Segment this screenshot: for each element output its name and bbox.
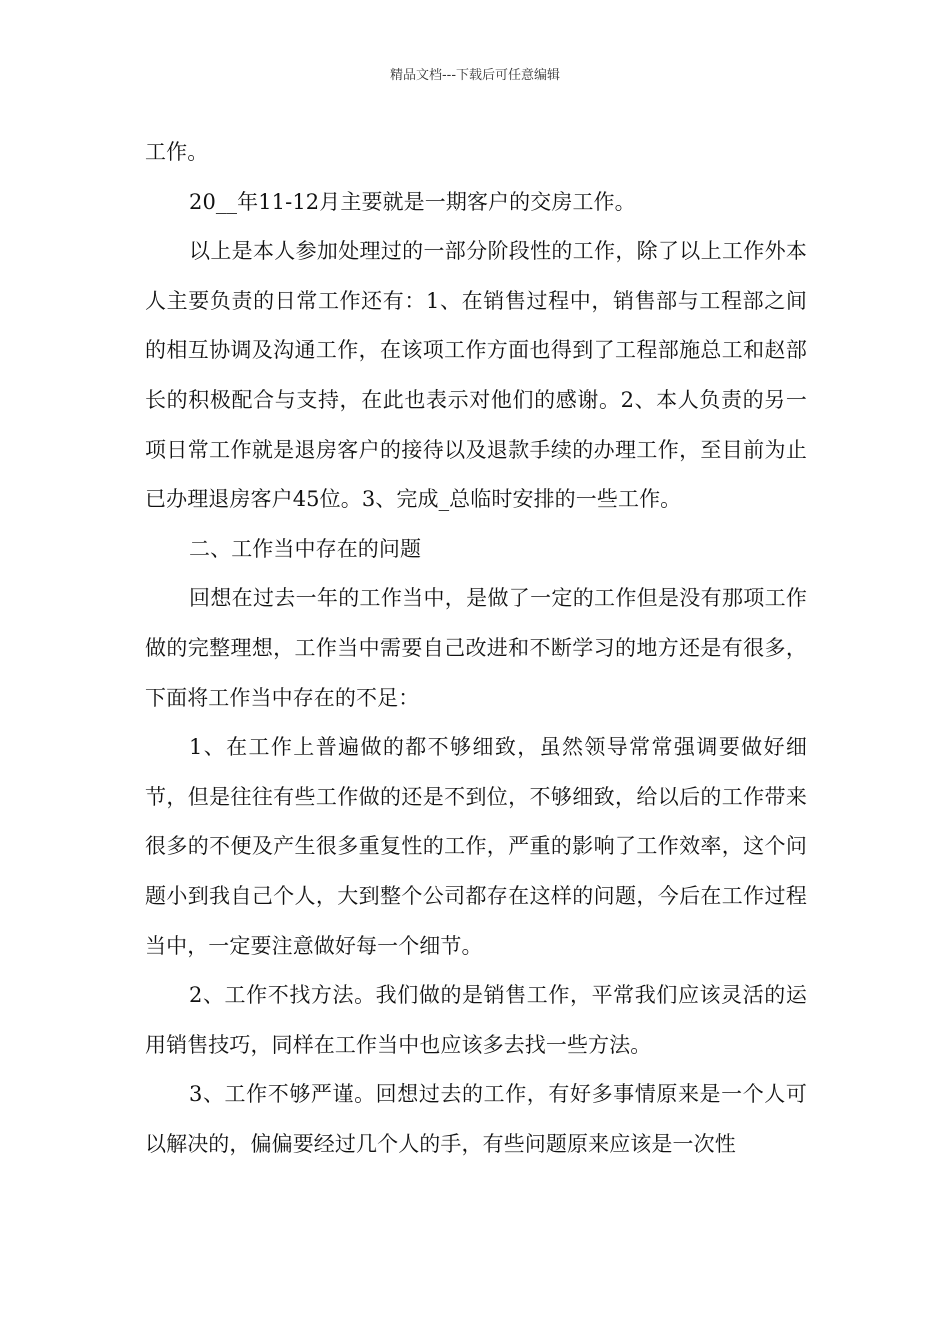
paragraph-daily-work: 以上是本人参加处理过的一部分阶段性的工作，除了以上工作外本人主要负责的日常工作还有：1、在销售过程中，销售部与工程部之间的相互协调及沟通工作，在该项工作方面也得到了工程部施总工和赵部长的积极配合与支持，在此也表示对他们的感谢。2、本人负责的另一项日常工作就是退房客户的接待以及退款手续的办理工作，至目前为止已办理退房客户45位。3、完成_总临时安排的一些工作。 [145,239,807,512]
paragraph-handover: 20__年11-12月主要就是一期客户的交房工作。 [189,189,636,214]
paragraph-review: 回想在过去一年的工作当中，是做了一定的工作但是没有那项工作做的完整理想，工作当中需要自己改进和不断学习的地方还是有很多，下面将工作当中存在的不足： [145,586,807,710]
paragraph-point-2: 2、工作不找方法。我们做的是销售工作，平常我们应该灵活的运用销售技巧，同样在工作当中也应该多去找一些方法。 [145,983,807,1057]
document-body [145,128,807,1169]
paragraph-point-3: 3、工作不够严谨。回想过去的工作，有好多事情原来是一个人可以解决的，偏偏要经过几个人的手，有些问题原来应该是一次性 [145,1082,807,1156]
paragraph-continuation: 工作。 [145,140,209,164]
section-heading-problems: 二、工作当中存在的问题 [189,536,422,561]
paragraph-point-1: 1、在工作上普遍做的都不够细致，虽然领导常常强调要做好细节，但是往往有些工作做的还是不到位，不够细致，给以后的工作带来很多的不便及产生很多重复性的工作，严重的影响了工作效率，这个问题小到我自己个人，大到整个公司都存在这样的问题，今后在工作过程当中，一定要注意做好每一个细节。 [145,735,807,958]
page-header: 精品文档---下载后可任意编辑 [389,68,561,83]
